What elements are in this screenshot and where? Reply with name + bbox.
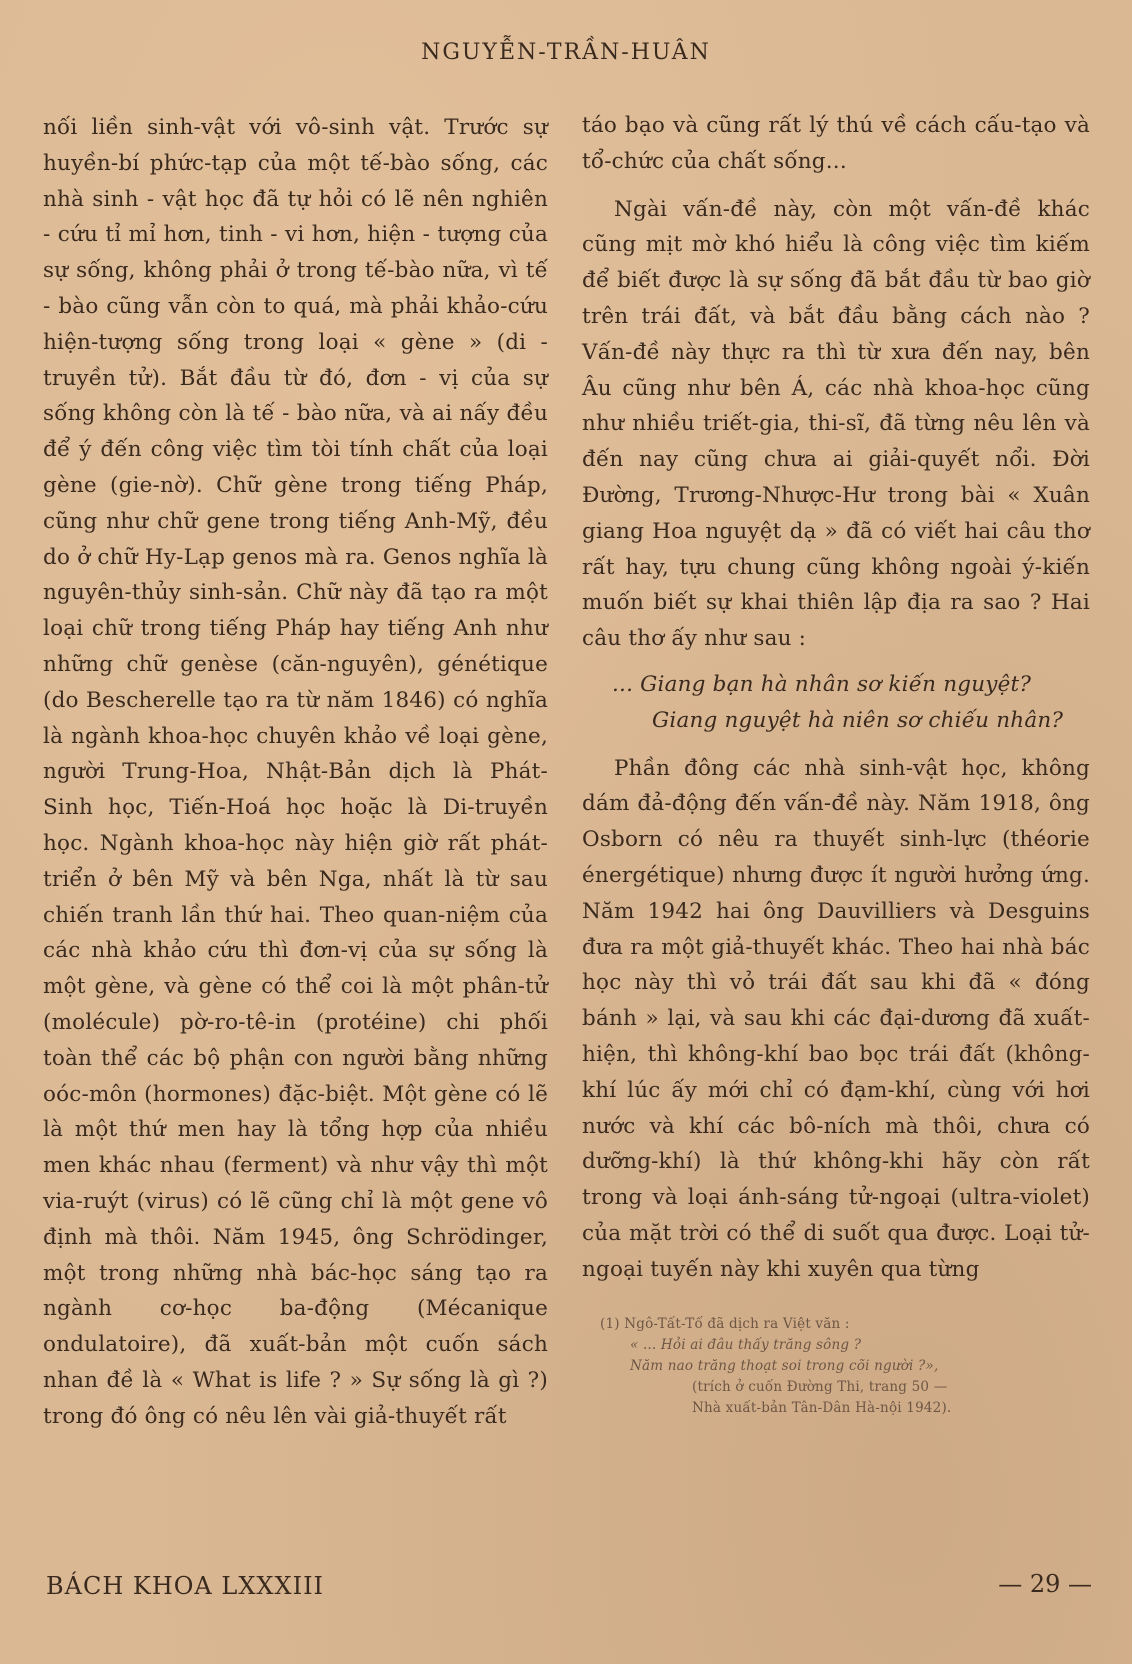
footnote-line: Năm nao trăng thoạt soi trong cõi người ?»,: [630, 1357, 939, 1374]
right-paragraph-2: Ngài vấn-đề này, còn một vấn-đề khác cũng mịt mờ khó hiểu là công việc tìm kiếm để biết được là sự sống đã bắt đầu từ bao giờ trên trái đất, và bắt đầu bằng cách nào ? Vấn-đề này thực ra thì từ xưa đến nay, bên Âu cũng như bên Á, các nhà khoa-học cũng như nhiều triết-gia, thi-sĩ, đã từng nêu lên và đến nay cũng chưa ai giải-quyết nổi. Đời Đường, Trương-Nhược-Hư trong bài « Xuân giang Hoa nguyệt dạ » đã có viết hai câu thơ rất hay, tựu chung cũng không ngoài ý-kiến muốn biết sự khai thiên lập địa ra sao ? Hai câu thơ ấy như sau :: [582, 196, 1090, 652]
poem-quote: [582, 667, 1090, 739]
running-title: NGUYỄN-TRẦN-HUÂN: [421, 40, 711, 65]
right-paragraph-1: táo bạo và cũng rất lý thú về cách cấu-tạo và tổ-chức của chất sống...: [582, 113, 1090, 174]
footnote-line: (trích ở cuốn Đường Thi, trang 50 —: [692, 1378, 948, 1395]
right-paragraph-3: Phần đông các nhà sinh-vật học, không dám đả-động đến vấn-đề này. Năm 1918, ông Osborn có nêu ra thuyết sinh-lực (théorie énergétique) nhưng được ít người hưởng ứng. Năm 1942 hai ông Dauvilliers và Desguins đưa ra một giả-thuyết khác. Theo hai nhà bác học này thì vỏ trái đất sau khi đã « đóng bánh » lại, và sau khi các đại-dương đã xuất-hiện, thì không-khí bao bọc trái đất (không-khí lúc ấy mới chỉ có đạm-khí, cùng với hơi nước và khí các bô-ních mà thôi, chưa có dưỡng-khí) là thứ không-khi hãy còn rất trong và loại ánh-sáng tử-ngoại (ultra-violet) của mặt trời có thể di suốt qua được. Loại tử-ngoại tuyến này khi xuyên qua từng: [582, 755, 1090, 1282]
left-column: [43, 110, 548, 1434]
footnote-line: « ... Hỏi ai đâu thấy trăng sông ?: [630, 1336, 862, 1353]
poem-line-2: Giang nguyệt hà niên sơ chiếu nhân?: [652, 707, 1064, 733]
page-number: — 29 —: [998, 1570, 1092, 1598]
footnote-line: Nhà xuất-bản Tân-Dân Hà-nội 1942).: [692, 1399, 952, 1416]
footnote-line: (1) Ngô-Tất-Tố đã dịch ra Việt văn :: [600, 1315, 850, 1332]
left-column-text: nối liền sinh-vật với vô-sinh vật. Trước sự huyền-bí phức-tạp của một tế-bào sống, các nhà sinh - vật học đã tự hỏi có lẽ nên nghiên - cứu tỉ mỉ hơn, tinh - vi hơn, hiện - tượng của sự sống, không phải ở trong tế-bào nữa, vì tế - bào cũng vẫn còn to quá, mà phải khảo-cứu hiện-tượng sống trong loại « gène » (di - truyền tử). Bắt đầu từ đó, đơn - vị của sự sống không còn là tế - bào nữa, và ai nấy đều để ý đến công việc tìm tòi tính chất của loại gène (gie-nờ). Chữ gène trong tiếng Pháp, cũng như chữ gene trong tiếng Anh-Mỹ, đều do ở chữ Hy-Lạp genos mà ra. Genos nghĩa là nguyên-thủy sinh-sản. Chữ này đã tạo ra một loại chữ trong tiếng Pháp hay tiếng Anh như những chữ genèse (căn-nguyên), génétique (do Bescherelle tạo ra từ năm 1846) có nghĩa là ngành khoa-học chuyên khảo về loại gène, người Trung-Hoa, Nhật-Bản dịch là Phát-Sinh học, Tiến-Hoá học hoặc là Di-truyền học. Ngành khoa-học này hiện giờ rất phát-triển ở bên Mỹ và bên Nga, nhất là từ sau chiến tranh lần thứ hai. Theo quan-niệm của các nhà khảo cứu thì đơn-vị của sự sống là một gène, và gène có thể coi là một phân-tử (molécule) pờ-ro-tê-in (protéine) chi phối toàn thể các bộ phận con người bằng những oóc-môn (hormones) đặc-biệt. Một gène có lẽ là một thứ men hay là tổng hợp của nhiều men khác nhau (ferment) và như vậy thì một via-ruýt (virus) có lẽ cũng chỉ là một gene vô định mà thôi. Năm 1945, ông Schrödinger, một trong những nhà bác-học sáng tạo ra ngành cơ-học ba-động (Mécanique ondulatoire), đã xuất-bản một cuốn sách nhan đề là « What is life ? » Sự sống là gì ?) trong đó ông có nêu lên vài giả-thuyết rất: [43, 115, 548, 1429]
poem-line-1: ... Giang bạn hà nhân sơ kiến nguyệt?: [612, 671, 1032, 697]
publication-name: BÁCH KHOA LXXXIII: [46, 1572, 325, 1600]
right-column: [582, 108, 1090, 1419]
footnotes: [582, 1314, 1090, 1419]
